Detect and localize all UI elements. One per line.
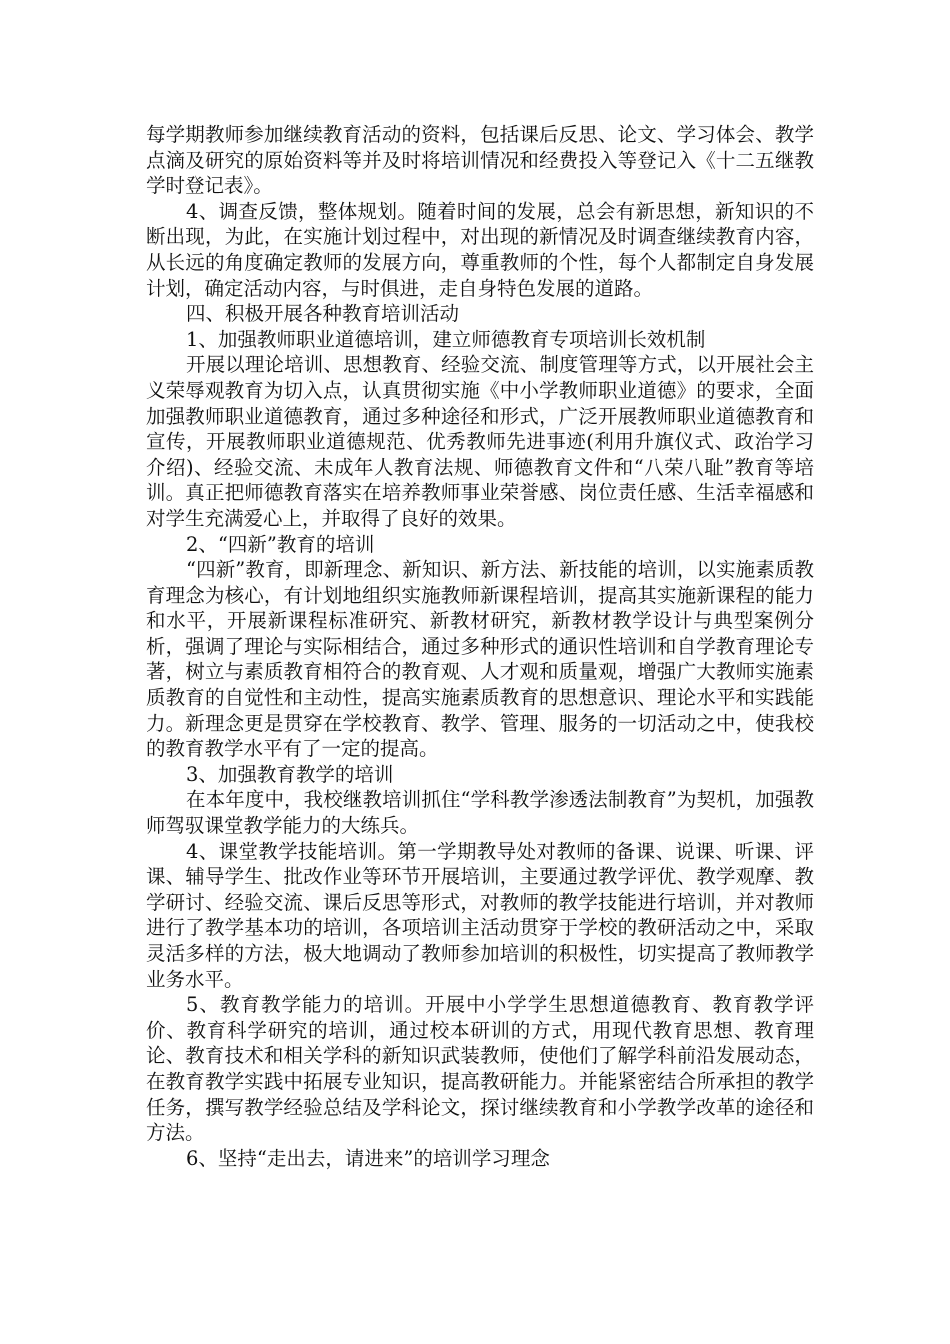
- subheading-ethics-training: 1、加强教师职业道德培训，建立师德教育专项培训长效机制: [186, 327, 706, 351]
- paragraph-teaching-training: 在本年度中，我校继教培训抓住“学科教学渗透法制教育”为契机，加强教师驾驭课堂教学能力的大练兵。: [146, 788, 814, 838]
- paragraph-teaching-ability: 5、教育教学能力的培训。开展中小学学生思想道德教育、教育教学评价、教育科学研究的培训，通过校本研训的方式，用现代教育思想、教育理论、教育技术和相关学科的新知识武装教师，使他们了解学科前沿发展动态，在教育教学实践中拓展专业知识，提高教研能力。并能紧密结合所承担的教学任务，撰写教学经验总结及学科论文，探讨继续教育和小学教学改革的途径和方法。: [146, 993, 814, 1145]
- paragraph-records: 每学期教师参加继续教育活动的资料，包括课后反思、论文、学习体会、教学点滴及研究的原始资料等并及时将培训情况和经费投入等登记入《十二五继教学时登记表》。: [146, 123, 814, 198]
- subheading-four-new-training: 2、“四新”教育的培训: [186, 532, 375, 556]
- subheading-go-out-invite-in: 6、坚持“走出去，请进来”的培训学习理念: [186, 1146, 550, 1170]
- paragraph-ethics-training: 开展以理论培训、思想教育、经验交流、制度管理等方式，以开展社会主义荣辱观教育为切入点，认真贯彻实施《中小学教师职业道德》的要求，全面加强教师职业道德教育，通过多种途径和形式，广泛开展教师职业道德教育和宣传，开展教师职业道德规范、优秀教师先进事迹(利用升旗仪式、政治学习介绍)、经验交流、未成年人教育法规、师德教育文件和“八荣八耻”教育等培训。真正把师德教育落实在培养教师事业荣誉感、岗位责任感、生活幸福感和对学生充满爱心上，并取得了良好的效果。: [146, 353, 814, 530]
- paragraph-survey-feedback: 4、调查反馈，整体规划。随着时间的发展，总会有新思想，新知识的不断出现，为此，在实施计划过程中，对出现的新情况及时调查继续教育内容，从长远的角度确定教师的发展方向，尊重教师的个性，每个人都制定自身发展计划，确定活动内容，与时俱进，走自身特色发展的道路。: [146, 199, 814, 300]
- paragraph-classroom-skills: 4、课堂教学技能培训。第一学期教导处对教师的备课、说课、听课、评课、辅导学生、批改作业等环节开展培训，主要通过教学评优、教学观摩、教学研讨、经验交流、课后反思等形式，对教师的教学技能进行培训，并对教师进行了教学基本功的培训，各项培训主活动贯穿于学校的教研活动之中，采取灵活多样的方法，极大地调动了教师参加培训的积极性，切实提高了教师教学业务水平。: [146, 839, 814, 991]
- paragraph-four-new-training: “四新”教育，即新理念、新知识、新方法、新技能的培训，以实施素质教育理念为核心，有计划地组织实施教师新课程培训，提高其实施新课程的能力和水平，开展新课程标准研究、新教材研究，新教材教学设计与典型案例分析，强调了理论与实际相结合，通过多种形式的通识性培训和自学教育理论专著，树立与素质教育相符合的教育观、人才观和质量观，增强广大教师实施素质教育的自觉性和主动性，提高实施素质教育的思想意识、理论水平和实践能力。新理念更是贯穿在学校教育、教学、管理、服务的一切活动之中，使我校的教育教学水平有了一定的提高。: [146, 558, 814, 761]
- section-heading-training-activities: 四、积极开展各种教育培训活动: [186, 302, 460, 326]
- subheading-teaching-training: 3、加强教育教学的培训: [186, 762, 394, 786]
- document-page: [146, 122, 814, 1171]
